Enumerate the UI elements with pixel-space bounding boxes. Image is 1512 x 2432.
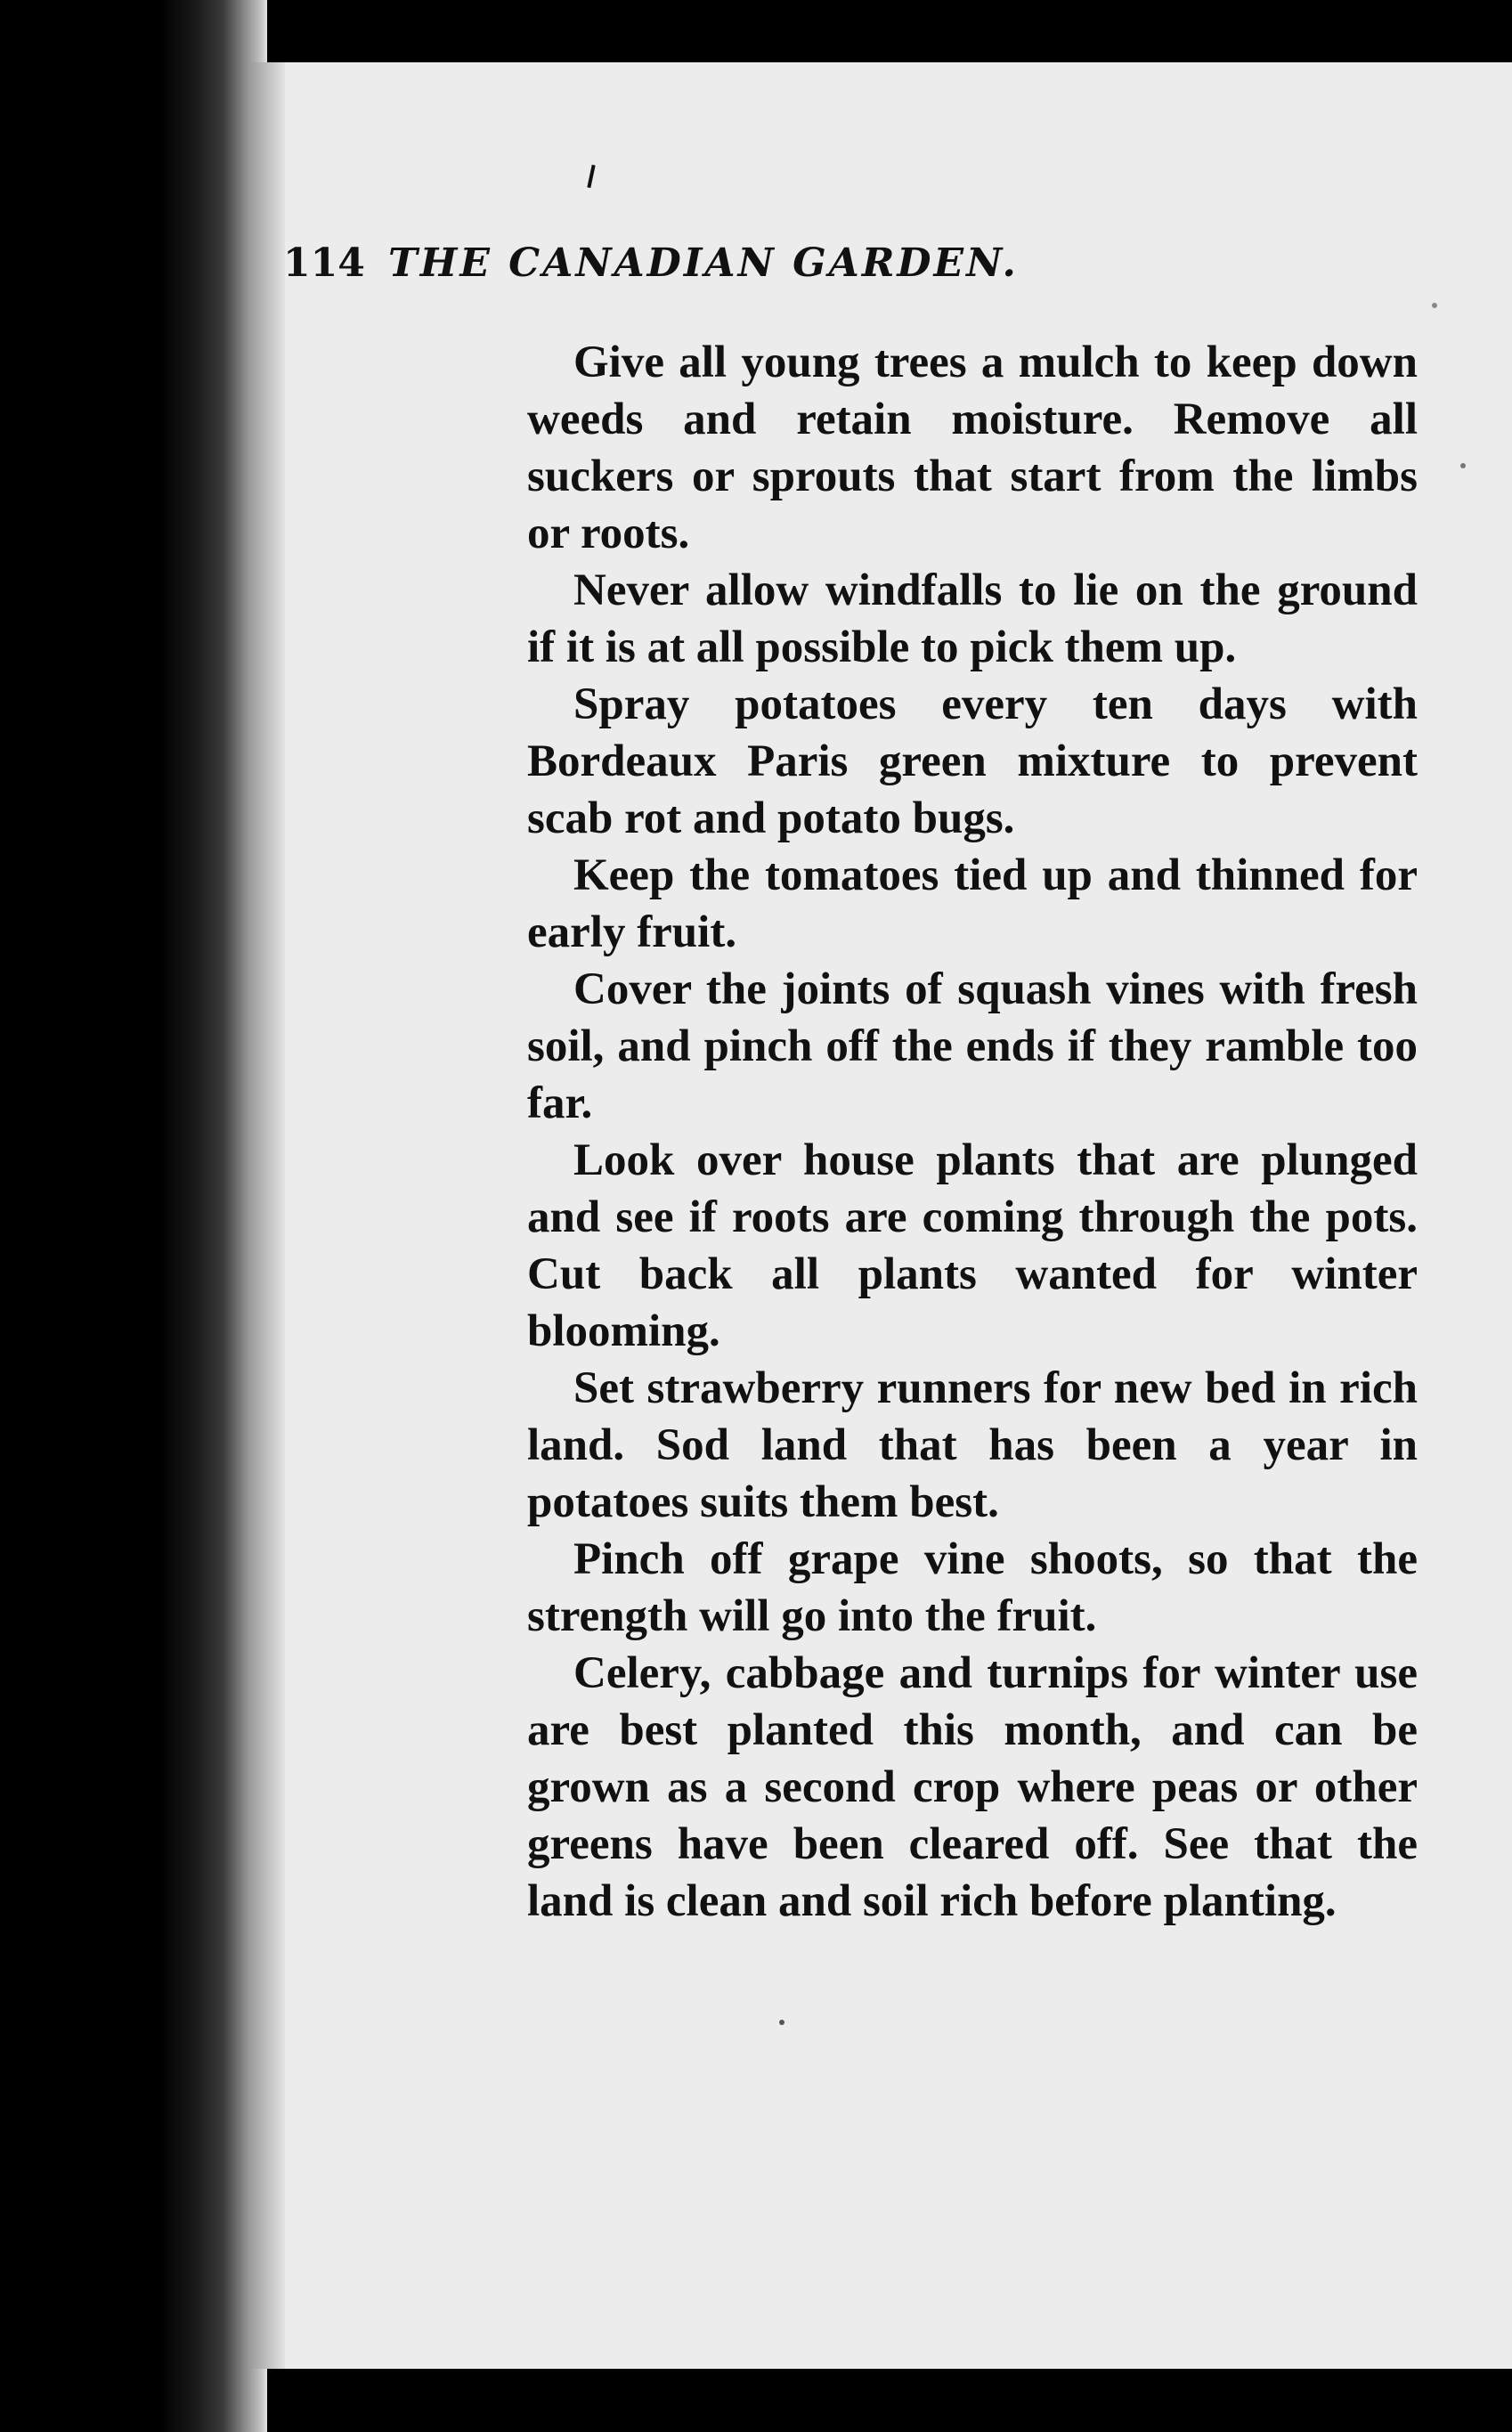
paragraph: Keep the tomatoes tied up and thinned for early fruit. — [527, 850, 1418, 957]
paragraph: Celery, cabbage and turnips for winter use are best planted this month, and can be grown as a second crop where peas or other greens have been cleared off. See that the land is clean and soil rich before planting. — [527, 1648, 1418, 1926]
page-number: 114 — [283, 240, 365, 286]
paragraph: Give all young trees a mulch to keep down weeds and retain moisture. Remove all suckers or sprouts that start from the limbs or roots. — [527, 338, 1418, 558]
page-fold-shadow — [249, 62, 285, 2369]
dust-speck — [1460, 463, 1466, 468]
paragraph: Spray potatoes every ten days with Bordeaux Paris green mixture to prevent scab rot and potato bugs. — [527, 679, 1418, 843]
paragraph: Pinch off grape vine shoots, so that the strength will go into the fruit. — [527, 1534, 1418, 1641]
paragraph: Set strawberry runners for new bed in rich land. Sod land that has been a year in potatoes suits them best. — [527, 1363, 1418, 1527]
paragraph: Cover the joints of squash vines with fresh soil, and pinch off the ends if they ramble too far. — [527, 964, 1418, 1128]
page-header — [283, 240, 1280, 303]
running-title: THE CANADIAN GARDEN. — [388, 240, 1019, 286]
paragraph: Never allow windfalls to lie on the ground if it is at all possible to pick them up. — [527, 565, 1418, 672]
dust-speck — [779, 2020, 784, 2025]
paragraph: Look over house plants that are plunged and see if roots are coming through the pots. Cut back all plants wanted for winter blooming. — [527, 1135, 1418, 1356]
dust-speck — [1432, 303, 1437, 308]
book-gutter — [0, 0, 267, 2432]
body-text — [527, 334, 1418, 1930]
